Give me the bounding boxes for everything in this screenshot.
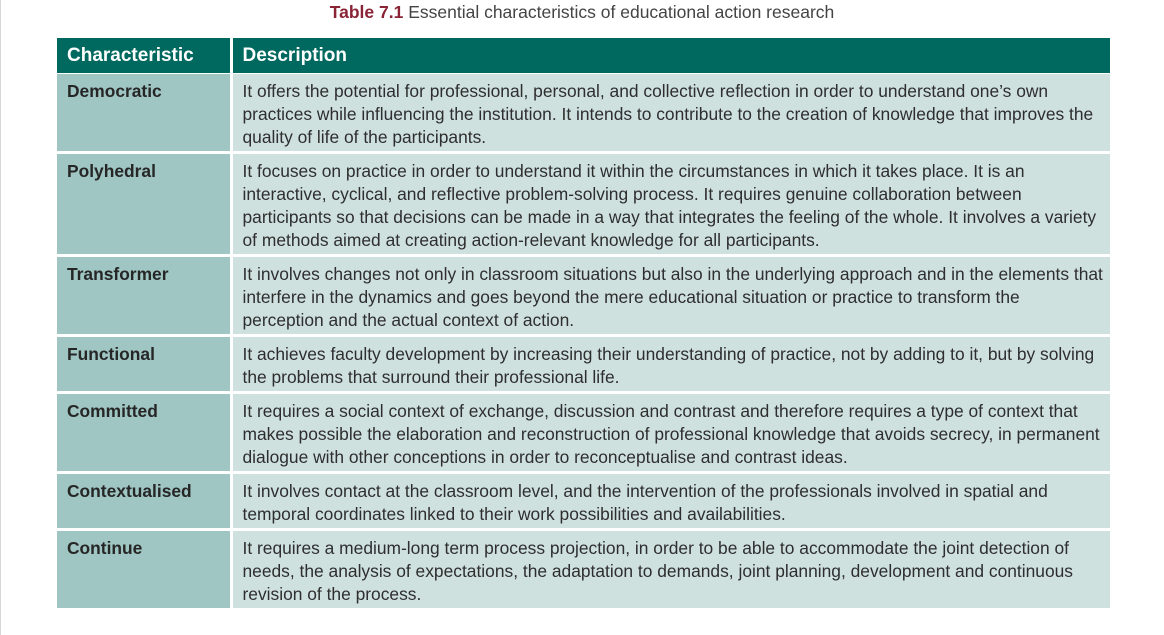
table-row (57, 336, 1110, 393)
characteristics-table-wrapper (57, 38, 1110, 608)
description-cell: It involves contact at the classroom level, and the intervention of the professionals involved in spatial and temporal coordinates linked to their work possibilities and availabilities. (231, 473, 1110, 530)
table-row (57, 153, 1110, 256)
table-caption (0, 1, 1164, 23)
header-row (57, 38, 1110, 74)
characteristic-cell: Democratic (57, 74, 231, 153)
table-row (57, 256, 1110, 336)
page-left-border (0, 0, 1, 635)
table-row (57, 74, 1110, 153)
characteristic-cell: Contextualised (57, 473, 231, 530)
table-caption-text: Essential characteristics of educational action research (403, 2, 835, 22)
table-row (57, 530, 1110, 609)
description-cell: It achieves faculty development by increasing their understanding of practice, not by adding to it, but by solving the problems that surround their professional life. (231, 336, 1110, 393)
description-cell: It requires a medium-long term process projection, in order to be able to accommodate the joint detection of needs, the analysis of expectations, the adaptation to demands, joint planning, development and continuous revision of the process. (231, 530, 1110, 609)
characteristic-cell: Functional (57, 336, 231, 393)
characteristic-cell: Committed (57, 393, 231, 473)
table-caption-label: Table 7.1 (329, 2, 404, 22)
table-body (57, 74, 1110, 609)
description-cell: It involves changes not only in classroom situations but also in the underlying approach and in the elements that interfere in the dynamics and goes beyond the mere educational situation or practice to transform the perception and the actual context of action. (231, 256, 1110, 336)
characteristic-cell: Continue (57, 530, 231, 609)
header-characteristic: Characteristic (57, 38, 231, 74)
characteristic-cell: Transformer (57, 256, 231, 336)
table-header (57, 38, 1110, 74)
header-description: Description (231, 38, 1110, 74)
table-row (57, 473, 1110, 530)
description-cell: It offers the potential for professional, personal, and collective reflection in order to understand one’s own practices while influencing the institution. It intends to contribute to the creation of knowledge that improves the quality of life of the participants. (231, 74, 1110, 153)
table-row (57, 393, 1110, 473)
description-cell: It focuses on practice in order to understand it within the circumstances in which it takes place. It is an interactive, cyclical, and reflective problem-solving process. It requires genuine collaboration between participants so that decisions can be made in a way that integrates the feeling of the whole. It involves a variety of methods aimed at creating action-relevant knowledge for all participants. (231, 153, 1110, 256)
characteristic-cell: Polyhedral (57, 153, 231, 256)
characteristics-table (57, 38, 1110, 608)
description-cell: It requires a social context of exchange, discussion and contrast and therefore requires a type of context that makes possible the elaboration and reconstruction of professional knowledge that avoids secrecy, in permanent dialogue with other conceptions in order to reconceptualise and contrast ideas. (231, 393, 1110, 473)
